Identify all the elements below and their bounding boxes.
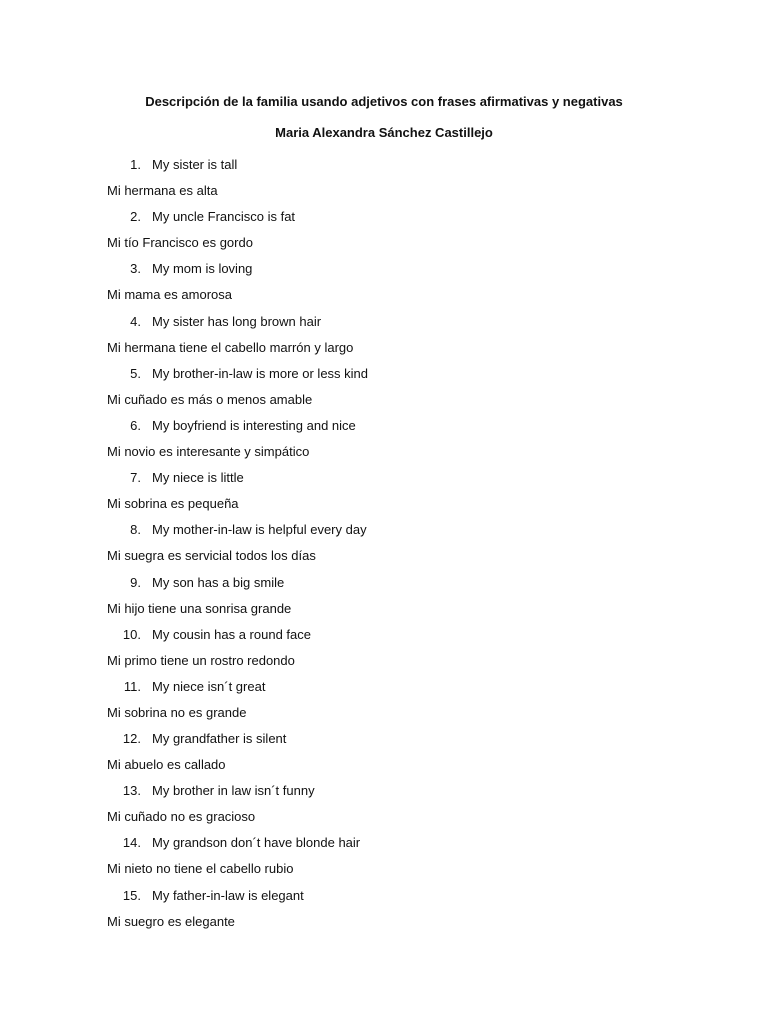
- item-number: 2.: [130, 209, 141, 225]
- list-item: [0, 261, 768, 313]
- english-text: My brother-in-law is more or less kind: [152, 365, 369, 381]
- english-text: My grandfather is silent: [152, 731, 287, 747]
- spanish-translation: Mi hijo tiene una sonrisa grande: [107, 600, 292, 616]
- list-item: [0, 418, 768, 470]
- spanish-translation: Mi tío Francisco es gordo: [107, 235, 253, 251]
- spanish-translation: Mi cuñado no es gracioso: [107, 809, 256, 825]
- english-text: My mom is loving: [152, 261, 253, 277]
- list-item: [0, 522, 768, 574]
- list-item: [0, 314, 768, 366]
- list-item: [0, 209, 768, 261]
- english-text: My sister has long brown hair: [152, 313, 322, 329]
- english-text: My cousin has a round face: [152, 626, 311, 642]
- english-text: My uncle Francisco is fat: [152, 209, 296, 225]
- item-number: 5.: [130, 365, 141, 381]
- item-number: 11.: [123, 678, 141, 694]
- spanish-translation: Mi sobrina es pequeña: [107, 496, 239, 512]
- spanish-translation: Mi cuñado es más o menos amable: [107, 391, 313, 407]
- english-text: My sister is tall: [152, 157, 238, 172]
- spanish-translation: Mi abuelo es callado: [107, 757, 226, 773]
- english-text: My mother-in-law is helpful every day: [152, 522, 367, 538]
- spanish-translation: Mi suegra es servicial todos los días: [107, 548, 316, 564]
- list-item: [0, 888, 768, 940]
- list-item: [0, 627, 768, 679]
- list-item: [0, 366, 768, 418]
- list-item: [0, 157, 768, 209]
- list-item: [0, 731, 768, 783]
- list-item: [0, 470, 768, 522]
- english-text: My niece isn´t great: [152, 678, 266, 694]
- spanish-translation: Mi primo tiene un rostro redondo: [107, 652, 295, 668]
- spanish-translation: Mi hermana es alta: [107, 183, 218, 198]
- document-author: Maria Alexandra Sánchez Castillejo: [275, 125, 493, 140]
- english-text: My son has a big smile: [152, 574, 285, 590]
- spanish-translation: Mi sobrina no es grande: [107, 704, 247, 720]
- english-text: My niece is little: [152, 470, 244, 486]
- list-item: [0, 783, 768, 835]
- spanish-translation: Mi hermana tiene el cabello marrón y largo: [107, 339, 354, 355]
- item-number: 7.: [130, 470, 141, 486]
- spanish-translation: Mi nieto no tiene el cabello rubio: [107, 861, 294, 877]
- item-number: 3.: [130, 261, 141, 277]
- item-number: 10.: [122, 626, 141, 642]
- english-text: My boyfriend is interesting and nice: [152, 417, 356, 433]
- item-number: 14.: [122, 835, 141, 851]
- item-number: 13.: [122, 783, 141, 799]
- item-number: 1.: [130, 157, 141, 172]
- list-item: [0, 575, 768, 627]
- item-number: 6.: [130, 417, 141, 433]
- item-number: 15.: [122, 887, 141, 903]
- sentence-list: [0, 157, 768, 940]
- item-number: 12.: [122, 731, 141, 747]
- english-text: My grandson don´t have blonde hair: [152, 835, 361, 851]
- spanish-translation: Mi mama es amorosa: [107, 287, 232, 303]
- list-item: [0, 835, 768, 887]
- item-number: 8.: [130, 522, 141, 538]
- english-text: My father-in-law is elegant: [152, 887, 304, 903]
- item-number: 9.: [130, 574, 141, 590]
- document-title: Descripción de la familia usando adjetivos con frases afirmativas y negativas: [145, 94, 623, 109]
- spanish-translation: Mi novio es interesante y simpático: [107, 443, 310, 459]
- item-number: 4.: [130, 313, 141, 329]
- spanish-translation: Mi suegro es elegante: [107, 913, 235, 929]
- english-text: My brother in law isn´t funny: [152, 783, 315, 799]
- list-item: [0, 679, 768, 731]
